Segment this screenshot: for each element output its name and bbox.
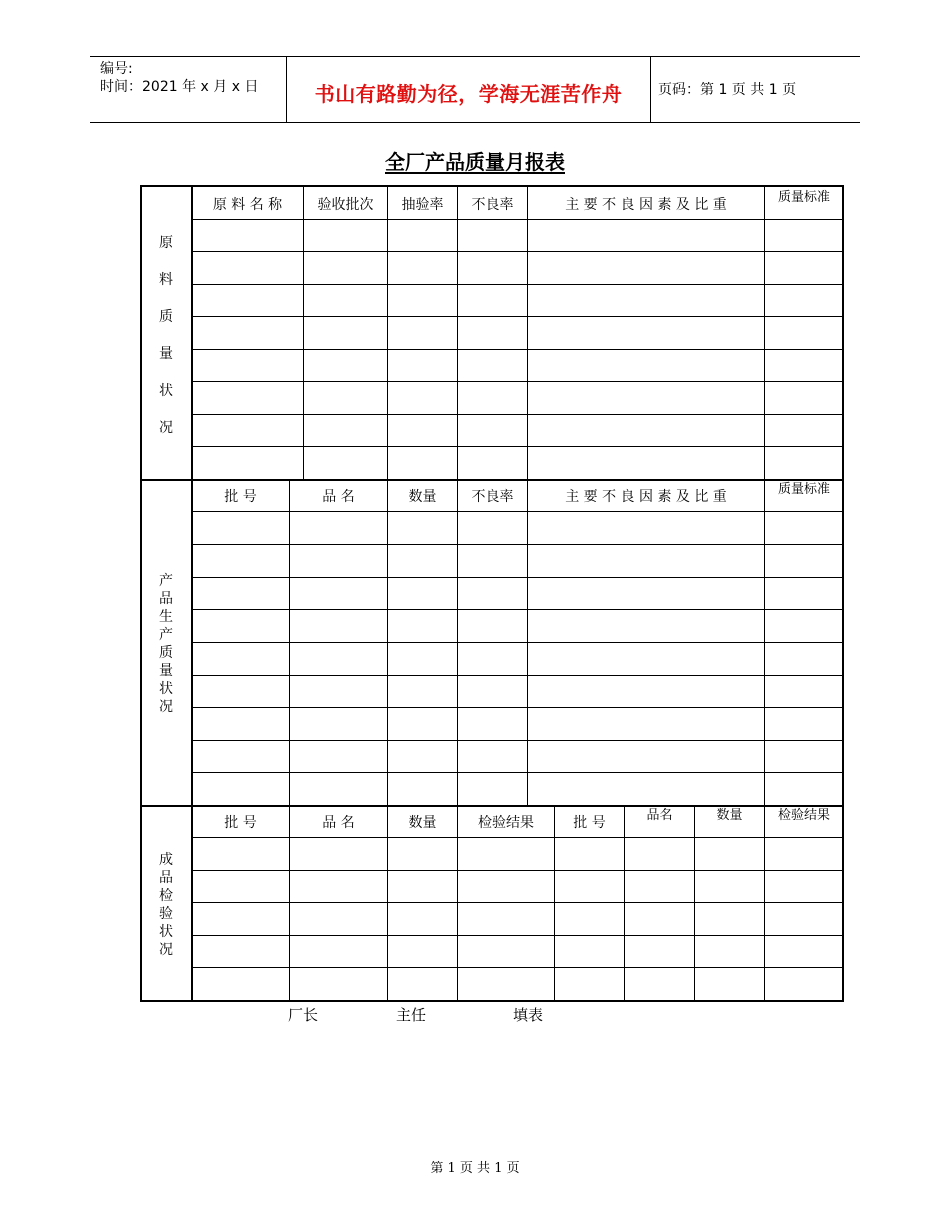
production-data-cell[interactable] (527, 675, 764, 707)
production-data-cell[interactable] (764, 772, 843, 805)
production-data-cell[interactable] (764, 740, 843, 772)
production-data-cell[interactable] (191, 577, 289, 609)
finished-data-cell[interactable] (387, 902, 457, 935)
production-section-label-char: 状 (159, 681, 173, 697)
raw-data-cell[interactable] (527, 446, 764, 479)
raw-section-label-char: 况 (159, 419, 173, 436)
finished-section-label-char: 况 (159, 941, 173, 958)
finished-data-cell[interactable] (694, 837, 764, 870)
raw-data-cell[interactable] (303, 414, 387, 446)
raw-data-cell[interactable] (191, 349, 303, 381)
raw-data-cell[interactable] (764, 316, 843, 349)
production-data-cell[interactable] (457, 772, 527, 805)
finished-data-cell[interactable] (387, 935, 457, 967)
raw-data-cell[interactable] (764, 349, 843, 381)
production-data-cell[interactable] (527, 707, 764, 740)
production-data-cell[interactable] (387, 544, 457, 577)
production-data-cell[interactable] (387, 511, 457, 544)
raw-section-label-char: 原 (159, 234, 173, 251)
finished-header-cell: 品 名 (322, 814, 355, 831)
finished-section-label-char: 状 (159, 923, 173, 940)
finished-data-cell[interactable] (764, 837, 843, 870)
raw-header-cell: 原 料 名 称 (212, 196, 283, 213)
finished-section-label-char: 品 (159, 869, 173, 886)
production-data-cell[interactable] (764, 642, 843, 675)
raw-data-cell[interactable] (303, 381, 387, 414)
finished-data-cell[interactable] (624, 870, 694, 902)
raw-data-cell[interactable] (303, 284, 387, 316)
production-data-cell[interactable] (457, 544, 527, 577)
raw-data-cell[interactable] (527, 414, 764, 446)
production-header-cell: 数量 (408, 488, 437, 505)
finished-section-label-char: 验 (159, 905, 173, 922)
production-header-cell: 不良率 (471, 488, 514, 505)
raw-data-cell[interactable] (191, 284, 303, 316)
raw-data-cell[interactable] (387, 251, 457, 284)
production-section-label-char: 产 (159, 573, 173, 589)
raw-header-cell: 主 要 不 良 因 素 及 比 重 (565, 196, 727, 213)
raw-header-cell: 验收批次 (317, 196, 374, 213)
finished-data-cell[interactable] (457, 837, 554, 870)
production-data-cell[interactable] (289, 511, 387, 544)
production-data-cell[interactable] (191, 609, 289, 642)
production-data-cell[interactable] (457, 707, 527, 740)
production-section-label-char: 量 (159, 663, 173, 679)
raw-section-label-char: 质 (159, 308, 173, 325)
finished-data-cell[interactable] (764, 935, 843, 967)
production-data-cell[interactable] (191, 544, 289, 577)
header-divider-right (650, 56, 651, 123)
raw-data-cell[interactable] (191, 381, 303, 414)
finished-header-cell: 数量 (716, 808, 743, 823)
raw-data-cell[interactable] (527, 284, 764, 316)
finished-data-cell[interactable] (191, 902, 289, 935)
finished-data-cell[interactable] (387, 837, 457, 870)
finished-data-cell[interactable] (694, 870, 764, 902)
raw-data-cell[interactable] (387, 316, 457, 349)
raw-data-cell[interactable] (303, 349, 387, 381)
finished-data-cell[interactable] (694, 935, 764, 967)
finished-data-cell[interactable] (554, 935, 624, 967)
production-data-cell[interactable] (764, 609, 843, 642)
production-data-cell[interactable] (289, 544, 387, 577)
finished-data-cell[interactable] (694, 902, 764, 935)
header-top-rule (90, 56, 860, 57)
raw-data-cell[interactable] (764, 219, 843, 251)
production-section-label-char: 产 (159, 627, 173, 643)
raw-data-cell[interactable] (303, 316, 387, 349)
raw-data-cell[interactable] (387, 446, 457, 479)
production-section-label-char: 况 (159, 699, 173, 715)
raw-data-cell[interactable] (387, 381, 457, 414)
production-header-cell: 品 名 (322, 488, 355, 505)
production-data-cell[interactable] (457, 609, 527, 642)
production-data-cell[interactable] (764, 544, 843, 577)
production-data-cell[interactable] (457, 642, 527, 675)
production-data-cell[interactable] (457, 740, 527, 772)
finished-data-cell[interactable] (191, 935, 289, 967)
production-data-cell[interactable] (387, 577, 457, 609)
raw-data-cell[interactable] (387, 349, 457, 381)
production-data-cell[interactable] (289, 707, 387, 740)
finished-data-cell[interactable] (387, 967, 457, 1000)
raw-data-cell[interactable] (457, 284, 527, 316)
finished-header-cell: 批 号 (573, 814, 606, 831)
finished-header-cell: 数量 (408, 814, 437, 831)
finished-data-cell[interactable] (387, 870, 457, 902)
finished-data-cell[interactable] (289, 870, 387, 902)
raw-data-cell[interactable] (527, 219, 764, 251)
raw-data-cell[interactable] (527, 349, 764, 381)
finished-header-cell: 品名 (646, 808, 673, 823)
production-data-cell[interactable] (387, 642, 457, 675)
production-header-cell: 主 要 不 良 因 素 及 比 重 (565, 488, 727, 505)
finished-header-cell: 检验结果 (478, 814, 534, 831)
production-data-cell[interactable] (764, 675, 843, 707)
raw-data-cell[interactable] (191, 251, 303, 284)
raw-header-cell: 质量标准 (777, 190, 830, 205)
raw-section-label-char: 量 (159, 345, 173, 362)
raw-data-cell[interactable] (387, 414, 457, 446)
finished-data-cell[interactable] (191, 870, 289, 902)
finished-data-cell[interactable] (191, 967, 289, 1000)
raw-data-cell[interactable] (191, 414, 303, 446)
raw-data-cell[interactable] (191, 446, 303, 479)
finished-data-cell[interactable] (554, 967, 624, 1000)
signature-factory-director: 厂长 (288, 1006, 319, 1024)
production-data-cell[interactable] (289, 772, 387, 805)
production-data-cell[interactable] (191, 675, 289, 707)
raw-data-cell[interactable] (764, 284, 843, 316)
finished-data-cell[interactable] (694, 967, 764, 1000)
header-bottom-rule (90, 122, 860, 123)
production-data-cell[interactable] (387, 707, 457, 740)
production-header-cell: 质量标准 (777, 482, 830, 497)
raw-header-cell: 不良率 (471, 196, 514, 213)
raw-data-cell[interactable] (527, 316, 764, 349)
production-data-cell[interactable] (527, 609, 764, 642)
production-data-cell[interactable] (764, 511, 843, 544)
production-data-cell[interactable] (527, 511, 764, 544)
raw-data-cell[interactable] (764, 251, 843, 284)
raw-data-cell[interactable] (387, 219, 457, 251)
header-motto: 书山有路勤为径，学海无涯苦作舟 (314, 82, 623, 106)
raw-data-cell[interactable] (457, 316, 527, 349)
finished-data-cell[interactable] (457, 967, 554, 1000)
finished-section-label-char: 检 (159, 887, 173, 904)
production-data-cell[interactable] (191, 740, 289, 772)
finished-data-cell[interactable] (764, 902, 843, 935)
finished-data-cell[interactable] (457, 935, 554, 967)
finished-data-cell[interactable] (554, 837, 624, 870)
production-data-cell[interactable] (764, 577, 843, 609)
finished-data-cell[interactable] (764, 967, 843, 1000)
doc-number-label: 编号: (100, 61, 133, 77)
finished-data-cell[interactable] (554, 902, 624, 935)
signature-supervisor: 主任 (396, 1006, 427, 1024)
production-data-cell[interactable] (527, 740, 764, 772)
finished-data-cell[interactable] (289, 902, 387, 935)
raw-data-cell[interactable] (457, 219, 527, 251)
raw-data-cell[interactable] (527, 381, 764, 414)
production-data-cell[interactable] (387, 675, 457, 707)
production-data-cell[interactable] (289, 577, 387, 609)
production-data-cell[interactable] (191, 772, 289, 805)
production-data-cell[interactable] (191, 642, 289, 675)
finished-data-cell[interactable] (289, 935, 387, 967)
finished-data-cell[interactable] (554, 870, 624, 902)
production-data-cell[interactable] (191, 511, 289, 544)
raw-data-cell[interactable] (457, 414, 527, 446)
production-data-cell[interactable] (289, 675, 387, 707)
production-data-cell[interactable] (289, 642, 387, 675)
production-data-cell[interactable] (289, 740, 387, 772)
raw-data-cell[interactable] (457, 446, 527, 479)
finished-section-label-char: 成 (159, 851, 173, 868)
page-footer: 第 1 页 共 1 页 (430, 1161, 520, 1176)
finished-data-cell[interactable] (289, 837, 387, 870)
raw-data-cell[interactable] (191, 219, 303, 251)
production-data-cell[interactable] (191, 707, 289, 740)
finished-data-cell[interactable] (624, 837, 694, 870)
raw-data-cell[interactable] (303, 251, 387, 284)
finished-data-cell[interactable] (191, 837, 289, 870)
raw-data-cell[interactable] (527, 251, 764, 284)
raw-data-cell[interactable] (764, 414, 843, 446)
production-data-cell[interactable] (457, 511, 527, 544)
raw-data-cell[interactable] (191, 316, 303, 349)
production-data-cell[interactable] (387, 609, 457, 642)
page-info: 页码：第 1 页 共 1 页 (658, 82, 797, 98)
finished-data-cell[interactable] (624, 902, 694, 935)
production-data-cell[interactable] (457, 675, 527, 707)
raw-data-cell[interactable] (457, 251, 527, 284)
production-data-cell[interactable] (764, 707, 843, 740)
finished-data-cell[interactable] (624, 935, 694, 967)
signature-preparer: 填表 (513, 1006, 544, 1024)
production-section-label-char: 质 (159, 645, 173, 661)
raw-data-cell[interactable] (764, 446, 843, 479)
production-section-label-char: 生 (159, 609, 173, 625)
finished-header-cell: 批 号 (224, 814, 257, 831)
production-header-cell: 批 号 (224, 488, 257, 505)
finished-data-cell[interactable] (289, 967, 387, 1000)
raw-data-cell[interactable] (387, 284, 457, 316)
raw-header-cell: 抽验率 (401, 196, 444, 213)
finished-data-cell[interactable] (764, 870, 843, 902)
production-data-cell[interactable] (527, 577, 764, 609)
raw-section-label-char: 状 (159, 382, 173, 399)
production-data-cell[interactable] (457, 577, 527, 609)
finished-header-cell: 检验结果 (777, 808, 830, 823)
doc-time-label: 时间：2021 年 x 月 x 日 (100, 79, 259, 95)
finished-data-cell[interactable] (624, 967, 694, 1000)
raw-section-label-char: 料 (159, 271, 173, 288)
raw-data-cell[interactable] (457, 349, 527, 381)
production-data-cell[interactable] (527, 642, 764, 675)
production-data-cell[interactable] (527, 772, 764, 805)
raw-data-cell[interactable] (764, 381, 843, 414)
production-data-cell[interactable] (387, 740, 457, 772)
production-data-cell[interactable] (289, 609, 387, 642)
production-data-cell[interactable] (527, 544, 764, 577)
raw-data-cell[interactable] (303, 446, 387, 479)
raw-data-cell[interactable] (457, 381, 527, 414)
raw-data-cell[interactable] (303, 219, 387, 251)
production-section-label-char: 品 (159, 591, 173, 607)
finished-data-cell[interactable] (457, 902, 554, 935)
finished-data-cell[interactable] (457, 870, 554, 902)
production-data-cell[interactable] (387, 772, 457, 805)
page-title: 全厂产品质量月报表 (385, 150, 565, 174)
